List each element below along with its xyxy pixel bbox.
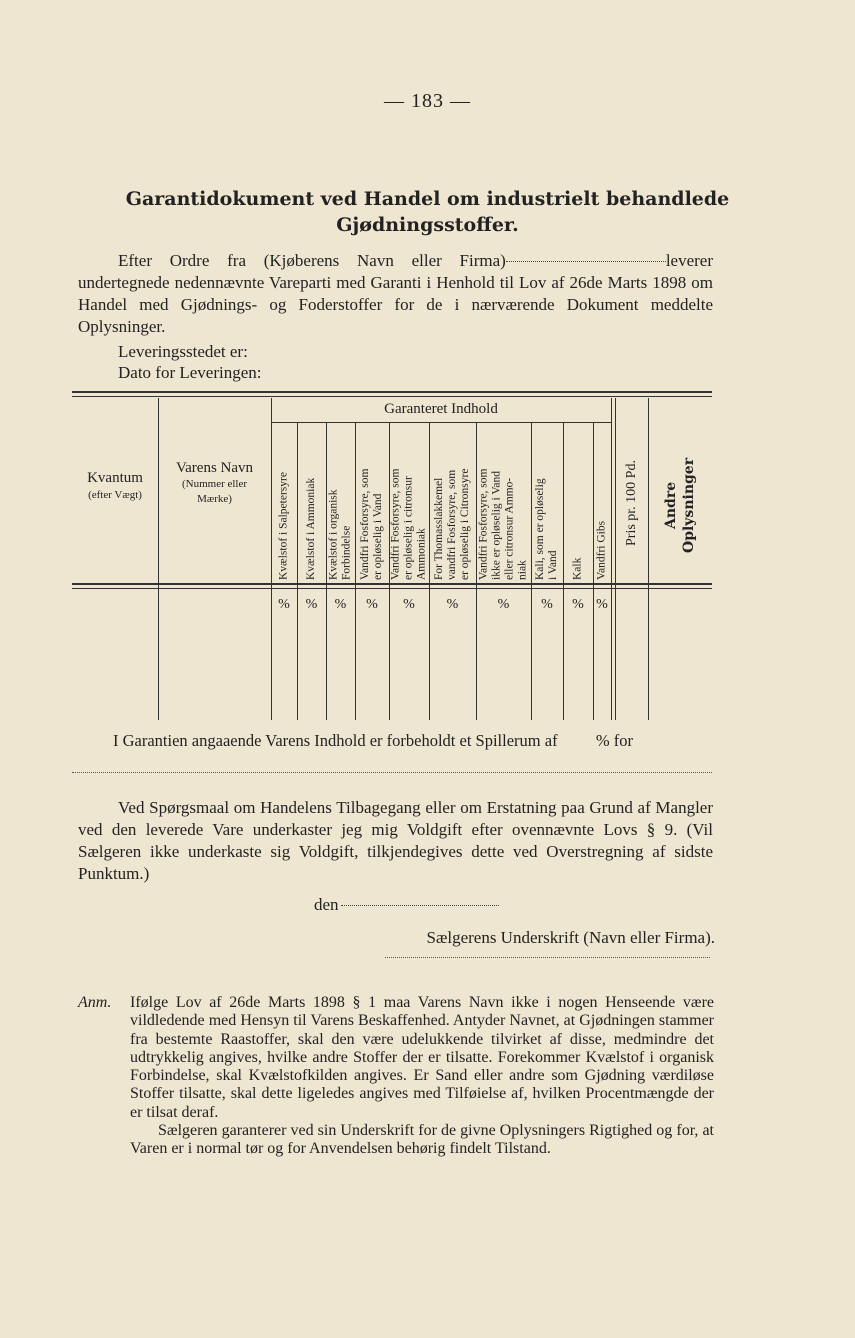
subcolumn-header-6: For Thomasslakkemel vandfri Fosforsyre, som er opløselig i Citronsyre [433,468,471,580]
anm-text-2: Sælgeren garanterer ved sin Underskrift for de givne Oplysningers Rigtighed og for, at Varen er i normal tør og for Anvendelsen behørig findelt Tilstand. [130,1122,714,1158]
spillerum-text: I Garantien angaaende Varens Indhold er forbeholdt et Spillerum af [113,731,558,750]
leveringsstedet-label: Leveringsstedet er: [118,342,248,361]
percent-cell-9: % [572,597,584,612]
intro-part-1: Efter Ordre fra (Kjøberens Navn eller Firma) [118,251,506,270]
col-rule [615,398,616,720]
header-varens-label: Varens Navn [175,460,254,476]
percent-cell-2: % [305,597,318,612]
subcolumn-header-10: Vandfri Gibs [595,520,608,580]
page-number: — 183 — [384,90,471,112]
anm-label: Anm. [78,994,112,1011]
table-top-rule-2 [72,396,712,397]
signature-blank [385,957,710,958]
subcolumn-header-9: Kalk [571,557,584,580]
header-andre-oplysninger: Andre Oplysninger [663,457,697,553]
percent-cell-7: % [497,597,510,612]
header-pris: Pris pr. 100 Pd. [624,460,639,546]
subcolumn-header-1: Kvælstof i Salpetersyre [277,472,290,580]
header-kvantum-sub: (efter Vægt) [88,489,142,501]
subcolumn-header-7: Vandfri Fosforsyre, som ikke er opløselig i Vand eller citronsur Ammo- niak [477,468,529,580]
anm-block [78,994,714,1159]
percent-cell-3: % [334,597,347,612]
percent-cell-4: % [366,597,378,612]
percent-cell-10: % [596,597,608,612]
spillerum-for: for [613,731,633,750]
header-varens-sub1: (Nummer eller [181,478,248,490]
subcolumn-header-5: Vandfri Fosforsyre, som er opløselig i citronsur Ammoniak [389,468,428,580]
spillerum-pct: % [595,731,610,750]
percent-cell-5: % [403,597,415,612]
percent-cell-1: % [278,597,290,612]
subcolumn-header-3: Kvælstof i organisk Forbindelse [327,489,353,580]
intro-part-2: leverer undertegnede nedennævnte Vareparti med Garanti i Henhold til Lov af 26de Marts 1898 om Handel med Gjødnings- og Foderstoffer for de i nærværende Dokument meddelte Oplysninger. [78,251,713,336]
col-rule [611,398,612,720]
table-header-rule [72,583,712,585]
subcolumn-header-8: Kali, som er opløselig i Vand [534,478,559,580]
percent-cell-6: % [446,597,459,612]
percent-cell-8: % [541,597,553,612]
header-garanteret: Garanteret Indhold [384,401,498,417]
header-varens-navn [158,460,271,507]
anm-text: Ifølge Lov af 26de Marts 1898 § 1 maa Varens Navn ikke i nogen Henseende være vildledende med Hensyn til Varens Beskaffenhed. Antyder Navnet, at Gjødningen stammer fra bestemte Raastoffer, skal den være udelukkende tilvirket af disse, medmindre det udtrykkelig angives, hvilke andre Stoffer der er tilsatte. Forekommer Kvælstof i organisk Forbindelse, skal Kvælstofkilden angives. Er Sand eller andre som Gjødning værdiløse Stoffer tilsatte, skal dette ligeledes angives med Tilføielse af, hvilken Procentmængde der er tilsat deraf. [130,994,714,1121]
table-header-rule-2 [72,588,712,589]
header-varens-sub2: Mærke) [197,493,232,505]
table-top-rule [72,391,712,393]
title-line-1: Garantidokument ved Handel om industrielt behandlede [125,188,730,210]
den-line [314,894,714,916]
den-label: den [314,895,339,914]
voldgift-paragraph: Ved Spørgsmaal om Handelens Tilbagegang eller om Erstatning paa Grund af Mangler ved den leverede Vare underkaster jeg mig Voldgift efter ovennævnte Lovs § 9. (Vil Sælgeren ikke underkaste sig Voldgift, tilkjendegives dette ved Overstregning af sidste Punktum.) [78,798,713,883]
header-kvantum [72,470,158,504]
separator-dotted [72,772,712,773]
col-rule [648,398,649,720]
spillerum-line [113,730,723,752]
dato-label: Dato for Leveringen: [118,363,262,382]
subcolumn-header-2: Kvælstof i Ammoniak [305,477,317,580]
subcolumn-header-4: Vandfri Fosforsyre, som er opløselig i Vand [359,468,384,580]
date-blank [341,905,499,906]
underskrift-label: Sælgerens Underskrift (Navn eller Firma). [426,928,715,947]
garanteret-rule [271,422,611,423]
header-kvantum-label: Kvantum [87,470,143,486]
col-rule [158,398,159,720]
title-line-2: Gjødningsstoffer. [336,214,519,236]
